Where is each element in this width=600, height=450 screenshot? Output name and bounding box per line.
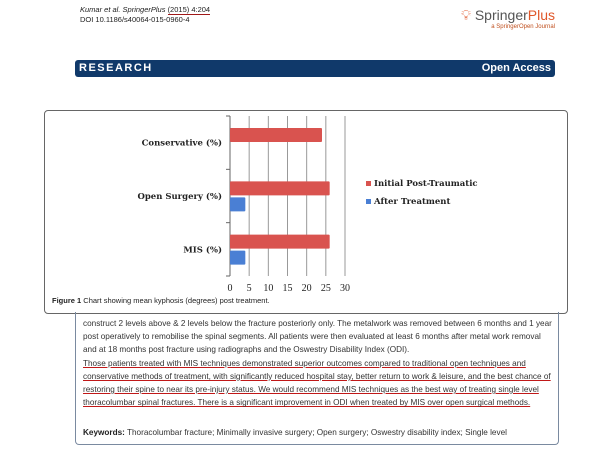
abstract-text — [83, 317, 553, 409]
legend-label: Initial Post-Traumatic — [374, 179, 478, 189]
logo-icon: 💡︎ — [461, 7, 471, 23]
banner-open-access: Open Access — [481, 62, 551, 74]
category-label: MIS (%) — [183, 245, 222, 256]
category-label: Open Surgery (%) — [137, 192, 222, 202]
springerplus-logo: 💡︎ SpringerPlus a SpringerOpen Journal — [461, 7, 555, 30]
paragraph-methods: construct 2 levels above & 2 levels below the fracture posteriorly only. The metalwork was removed between 6 months and 1 year post operatively to remobilise the spinal segments. All patients were then evaluated at least 6 months after metal work removal and at 18 months post fracture using radiographs and the Oswestry Disability Index (ODI). — [83, 319, 552, 355]
bar-initial — [230, 181, 330, 195]
x-tick-label: 15 — [282, 283, 293, 294]
bar-after — [230, 251, 245, 265]
keywords: Keywords: Thoracolumbar fracture; Minimally invasive surgery; Open surgery; Oswestry disability index; Single level — [83, 428, 507, 437]
x-tick-label: 0 — [227, 283, 233, 294]
banner-research: RESEARCH — [79, 62, 153, 74]
category-label: Conservative (%) — [141, 138, 222, 149]
figure-caption: Figure 1 Chart showing mean kyphosis (degrees) post treatment. — [52, 296, 270, 305]
bar-initial — [230, 235, 330, 249]
legend-swatch — [366, 181, 371, 186]
bar-after — [230, 197, 245, 211]
legend-label: After Treatment — [374, 197, 451, 207]
legend-swatch — [366, 199, 371, 204]
citation-authors: Kumar et al. SpringerPlus — [80, 5, 166, 14]
x-tick-label: 5 — [246, 283, 252, 294]
x-tick-label: 30 — [340, 283, 350, 294]
bar-initial — [230, 128, 322, 142]
paragraph-conclusion: Those patients treated with MIS techniques demonstrated superior outcomes compared to traditional open techniques and conservative methods of treatment, with significantly reduced hospital stay, better return to work & leisure, and the best chance of restoring their spine to near its pre-injury status. We would recommend MIS techniques as the best way of treating single level thoracolumbar spinal fractures. There is a significant improvement in ODI when treated by MIS over open surgical methods. — [83, 358, 551, 408]
x-tick-label: 25 — [320, 283, 331, 294]
doi: DOI 10.1186/s40064-015-0960-4 — [80, 15, 190, 24]
x-tick-label: 20 — [301, 283, 312, 294]
citation-year: (2015) 4:204 — [167, 5, 211, 14]
x-tick-label: 10 — [263, 283, 274, 294]
